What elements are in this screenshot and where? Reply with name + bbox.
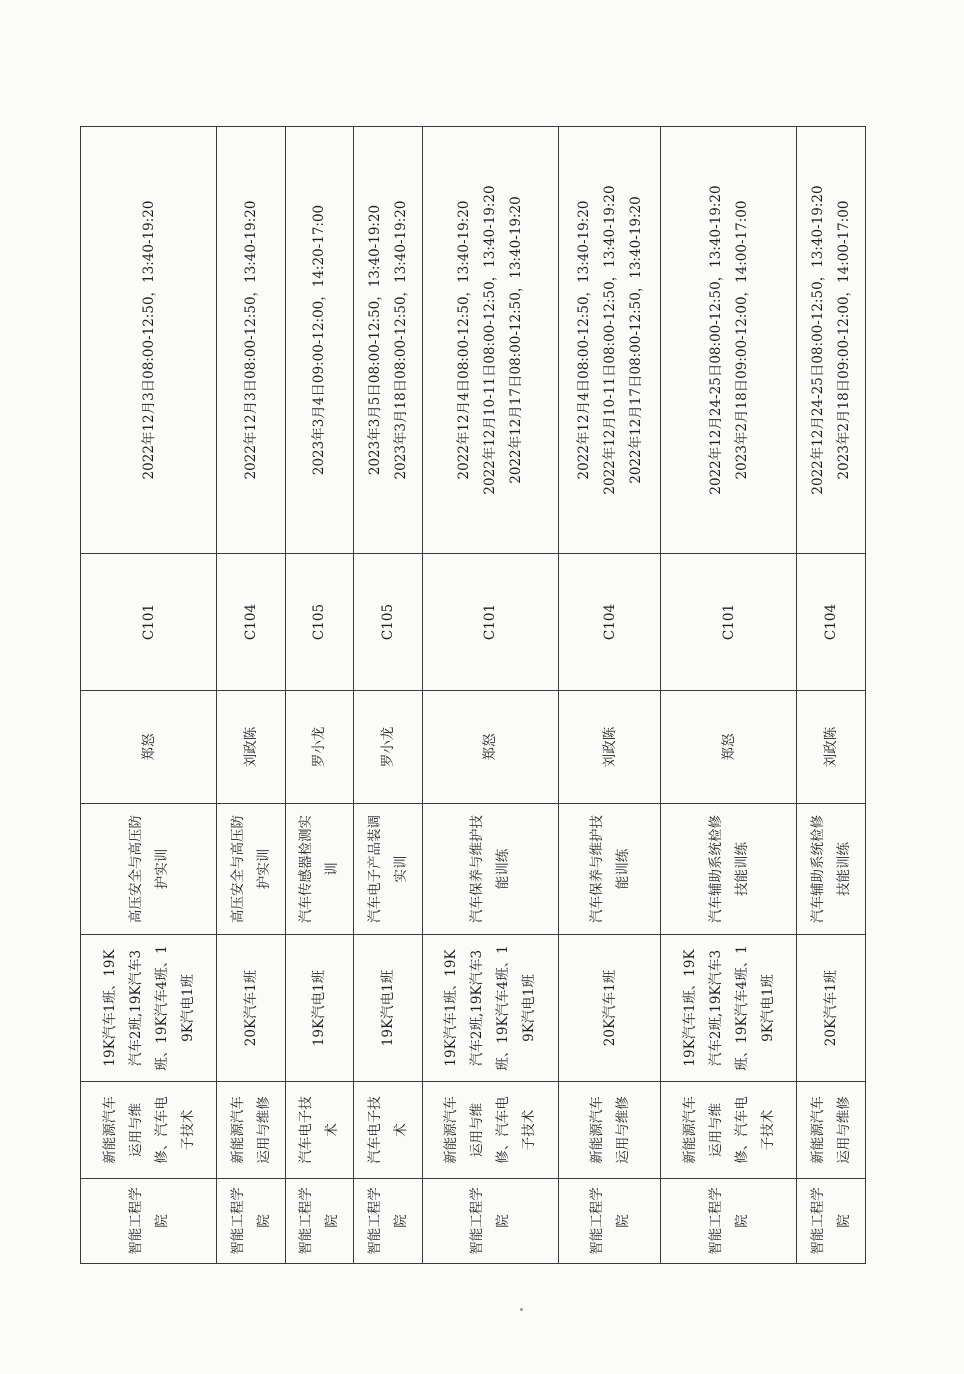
time-line: 2023年3月5日08:00-12:50，13:40-19:20 [367,204,384,476]
table-row [422,127,558,1264]
room-cell: C105 [354,554,423,691]
course-cell: 汽车传感器检测实训 [285,804,354,935]
major-cell: 新能源汽车运用与维修、汽车电子技术 [661,1082,797,1179]
course-cell: 汽车保养与维护技能训练 [422,804,558,935]
teacher-cell: 刘政陈 [797,691,866,804]
classes-cell: 19K汽车1班、19K汽车2班,19K汽车3班、19K汽车4班、19K汽电1班 [661,935,797,1082]
time-line: 2022年12月3日08:00-12:50，13:40-19:20 [140,200,157,480]
teacher-cell: 罗小龙 [285,691,354,804]
major-cell: 新能源汽车运用与维修、汽车电子技术 [422,1082,558,1179]
major-cell: 新能源汽车运用与维修 [558,1082,660,1179]
time-cell [81,127,217,554]
school-cell: 智能工程学院 [661,1179,797,1264]
major-cell: 新能源汽车运用与维修、汽车电子技术 [81,1082,217,1179]
course-cell: 汽车辅助系统检修技能训练 [661,804,797,935]
classes-cell: 20K汽车1班 [217,935,286,1082]
major-cell: 汽车电子技术 [354,1082,423,1179]
classes-cell: 19K汽电1班 [354,935,423,1082]
room-cell: C101 [661,554,797,691]
time-line: 2023年2月18日09:00-12:00，14:00-17:00 [836,200,853,480]
classes-cell: 19K汽车1班、19K汽车2班,19K汽车3班、19K汽车4班、19K汽电1班 [81,935,217,1082]
time-line: 2022年12月3日08:00-12:50，13:40-19:20 [242,200,259,480]
classes-cell: 19K汽车1班、19K汽车2班,19K汽车3班、19K汽车4班、19K汽电1班 [422,935,558,1082]
time-cell [558,127,660,554]
room-cell: C104 [217,554,286,691]
time-cell [797,127,866,554]
schedule-table [80,126,866,1264]
time-cell [661,127,797,554]
school-cell: 智能工程学院 [285,1179,354,1264]
school-cell: 智能工程学院 [422,1179,558,1264]
course-cell: 汽车辅助系统检修技能训练 [797,804,866,935]
time-cell [422,127,558,554]
major-cell: 汽车电子技术 [285,1082,354,1179]
teacher-cell: 郑怒 [81,691,217,804]
school-cell: 智能工程学院 [797,1179,866,1264]
classes-cell: 20K汽车1班 [797,935,866,1082]
table-row [797,127,866,1264]
teacher-cell: 罗小龙 [354,691,423,804]
table-row [285,127,354,1264]
time-line: 2022年12月4日08:00-12:50，13:40-19:20 [575,200,592,480]
table-row [558,127,660,1264]
time-line: 2022年12月24-25日08:00-12:50，13:40-19:20 [810,185,827,495]
school-cell: 智能工程学院 [217,1179,286,1264]
classes-cell: 19K汽电1班 [285,935,354,1082]
table-row [81,127,217,1264]
table-row [661,127,797,1264]
time-line: 2022年12月17日08:00-12:50，13:40-19:20 [508,196,525,484]
table-row [354,127,423,1264]
teacher-cell: 刘政陈 [558,691,660,804]
time-cell [354,127,423,554]
room-cell: C105 [285,554,354,691]
school-cell: 智能工程学院 [558,1179,660,1264]
table-row [217,127,286,1264]
scan-speck [520,1308,523,1311]
time-line: 2022年12月10-11日08:00-12:50，13:40-19:20 [601,185,618,495]
time-line: 2022年12月24-25日08:00-12:50，13:40-19:20 [707,185,724,495]
course-cell: 汽车电子产品装调实训 [354,804,423,935]
time-cell [217,127,286,554]
teacher-cell: 郑怒 [661,691,797,804]
time-line: 2022年12月17日08:00-12:50，13:40-19:20 [627,196,644,484]
course-cell: 汽车保养与维护技能训练 [558,804,660,935]
room-cell: C104 [558,554,660,691]
time-line: 2023年3月4日09:00-12:00，14:20-17:00 [311,204,328,476]
course-cell: 高压安全与高压防护实训 [81,804,217,935]
course-cell: 高压安全与高压防护实训 [217,804,286,935]
classes-cell: 20K汽车1班 [558,935,660,1082]
teacher-cell: 刘政陈 [217,691,286,804]
major-cell: 新能源汽车运用与维修 [797,1082,866,1179]
time-line: 2023年3月18日08:00-12:50，13:40-19:20 [393,200,410,480]
room-cell: C101 [81,554,217,691]
school-cell: 智能工程学院 [81,1179,217,1264]
school-cell: 智能工程学院 [354,1179,423,1264]
rotated-table-container [80,126,866,1264]
teacher-cell: 郑怒 [422,691,558,804]
time-line: 2022年12月4日08:00-12:50，13:40-19:20 [456,200,473,480]
room-cell: C101 [422,554,558,691]
time-cell [285,127,354,554]
major-cell: 新能源汽车运用与维修 [217,1082,286,1179]
room-cell: C104 [797,554,866,691]
time-line: 2023年2月18日09:00-12:00，14:00-17:00 [733,200,750,480]
time-line: 2022年12月10-11日08:00-12:50，13:40-19:20 [482,185,499,495]
